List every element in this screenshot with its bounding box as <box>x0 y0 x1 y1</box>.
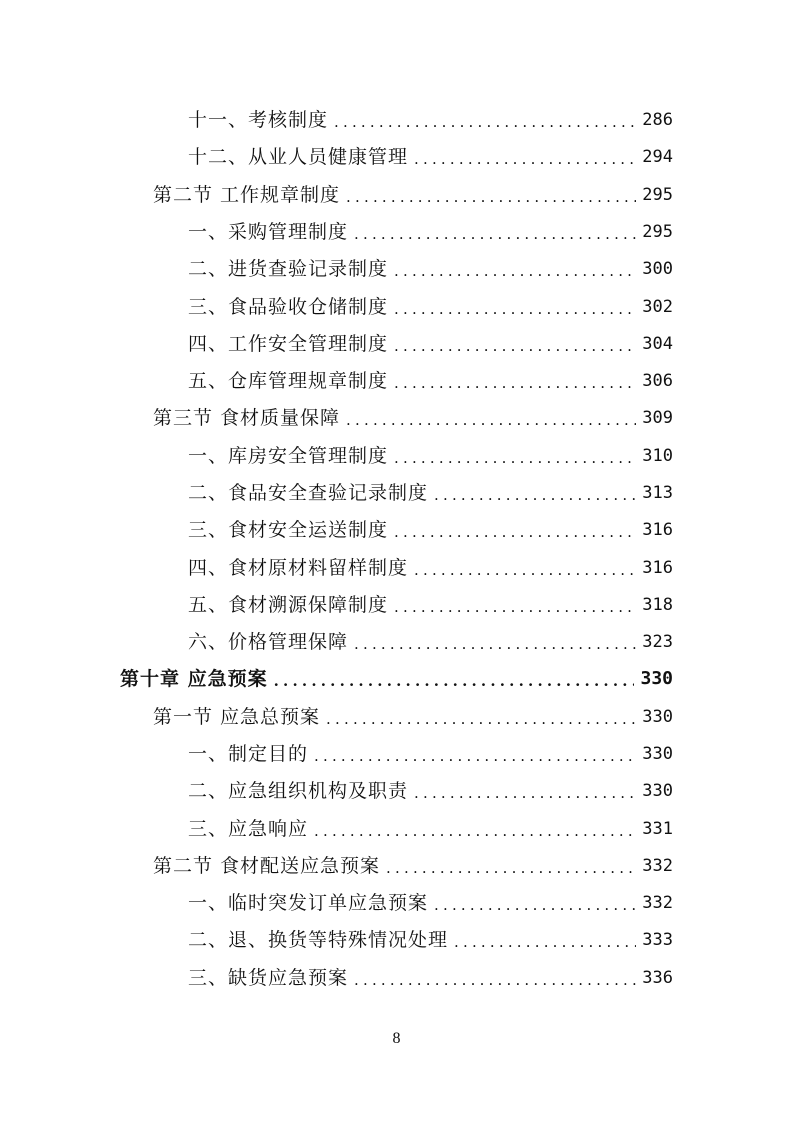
toc-entry-title: 六、价格管理保障 <box>188 631 349 653</box>
toc-entry-title: 四、工作安全管理制度 <box>188 333 389 355</box>
toc-entry[interactable] <box>188 365 673 397</box>
toc-leader-dots <box>394 293 636 325</box>
toc-entry[interactable] <box>188 216 673 248</box>
toc-entry[interactable] <box>188 962 673 994</box>
toc-leader-dots <box>394 367 636 399</box>
toc-entry[interactable] <box>153 850 673 882</box>
toc-leader-dots <box>434 889 636 921</box>
toc-entry-title: 一、临时突发订单应急预案 <box>188 892 429 914</box>
toc-leader-dots <box>394 330 636 362</box>
toc-entry[interactable] <box>188 775 673 807</box>
toc-entry-title: 第三节 食材质量保障 <box>153 407 341 429</box>
toc-chapter-entry[interactable] <box>120 663 673 695</box>
toc-leader-dots <box>394 591 636 623</box>
page-number: 8 <box>392 1030 401 1047</box>
toc-entry[interactable] <box>188 328 673 360</box>
toc-entry-page: 304 <box>642 334 673 354</box>
toc-entry[interactable] <box>188 440 673 472</box>
toc-entry[interactable] <box>188 291 673 323</box>
toc-leader-dots <box>414 143 636 175</box>
toc-entry-title: 三、应急响应 <box>188 818 309 840</box>
toc-entry-title: 二、退、换货等特殊情况处理 <box>188 929 449 951</box>
toc-entry-title: 二、应急组织机构及职责 <box>188 780 409 802</box>
toc-entry[interactable] <box>188 738 673 770</box>
toc-entry[interactable] <box>153 402 673 434</box>
toc-entry-page: 316 <box>642 558 673 578</box>
toc-entry-page: 302 <box>642 297 673 317</box>
toc-entry-page: 323 <box>642 632 673 652</box>
toc-entry[interactable] <box>188 887 673 919</box>
toc-leader-dots <box>386 852 636 884</box>
toc-entry-page: 300 <box>642 259 673 279</box>
toc-entry-page: 336 <box>642 968 673 988</box>
toc-leader-dots <box>414 777 636 809</box>
toc-entry-page: 295 <box>642 185 673 205</box>
toc-entry[interactable] <box>188 552 673 584</box>
toc-entry-page: 313 <box>642 483 673 503</box>
toc-entry-page: 331 <box>642 819 673 839</box>
toc-entry-page: 294 <box>642 147 673 167</box>
toc-leader-dots <box>314 815 636 847</box>
toc-entry-title: 三、缺货应急预案 <box>188 967 349 989</box>
toc-entry-page: 286 <box>642 110 673 130</box>
toc-leader-dots <box>334 106 636 138</box>
toc-entry[interactable] <box>188 253 673 285</box>
toc-leader-dots <box>346 181 636 213</box>
toc-leader-dots <box>394 516 636 548</box>
toc-leader-dots <box>394 442 636 474</box>
toc-entry-page: 330 <box>642 781 673 801</box>
toc-leader-dots <box>314 740 636 772</box>
toc-entry-page: 333 <box>642 930 673 950</box>
toc-entry-page: 330 <box>642 744 673 764</box>
toc-entry-title: 五、仓库管理规章制度 <box>188 370 389 392</box>
toc-entry-page: 316 <box>642 520 673 540</box>
toc-entry[interactable] <box>188 141 673 173</box>
toc-entry-title: 一、采购管理制度 <box>188 221 349 243</box>
toc-entry[interactable] <box>188 626 673 658</box>
toc-leader-dots <box>346 404 636 436</box>
toc-entry-title: 十二、从业人员健康管理 <box>188 146 409 168</box>
toc-entry[interactable] <box>188 924 673 956</box>
toc-entry-page: 332 <box>642 893 673 913</box>
toc-leader-dots <box>454 926 636 958</box>
toc-entry[interactable] <box>153 179 673 211</box>
toc-entry-title: 第十章 应急预案 <box>120 668 268 690</box>
toc-leader-dots <box>326 703 636 735</box>
toc-entry-page: 330 <box>642 707 673 727</box>
toc-entry-title: 二、进货查验记录制度 <box>188 258 389 280</box>
toc-entry-title: 第二节 工作规章制度 <box>153 184 341 206</box>
toc-entry-page: 310 <box>642 446 673 466</box>
toc-leader-dots <box>414 554 636 586</box>
toc-entry-page: 318 <box>642 595 673 615</box>
toc-leader-dots <box>394 255 636 287</box>
toc-entry-page: 330 <box>640 668 673 689</box>
toc-entry-page: 306 <box>642 371 673 391</box>
toc-entry-title: 十一、考核制度 <box>188 109 329 131</box>
toc-entry-title: 四、食材原材料留样制度 <box>188 557 409 579</box>
toc-leader-dots <box>274 665 635 697</box>
toc-leader-dots <box>354 628 636 660</box>
toc-entry[interactable] <box>153 701 673 733</box>
toc-entry[interactable] <box>188 104 673 136</box>
toc-entry[interactable] <box>188 514 673 546</box>
toc-entry-title: 二、食品安全查验记录制度 <box>188 482 429 504</box>
toc-entry-title: 三、食材安全运送制度 <box>188 519 389 541</box>
toc-entry[interactable] <box>188 477 673 509</box>
toc-entry-title: 第一节 应急总预案 <box>153 706 321 728</box>
toc-leader-dots <box>434 479 636 511</box>
toc-entry-title: 第二节 食材配送应急预案 <box>153 855 381 877</box>
toc-leader-dots <box>354 964 636 996</box>
toc-entry-page: 295 <box>642 222 673 242</box>
toc-entry-page: 309 <box>642 408 673 428</box>
toc-entry-title: 一、库房安全管理制度 <box>188 445 389 467</box>
toc-entry-title: 一、制定目的 <box>188 743 309 765</box>
toc-entry-page: 332 <box>642 856 673 876</box>
toc-entry-title: 三、食品验收仓储制度 <box>188 296 389 318</box>
toc-entry[interactable] <box>188 813 673 845</box>
toc-leader-dots <box>354 218 636 250</box>
toc-entry-title: 五、食材溯源保障制度 <box>188 594 389 616</box>
toc-entry[interactable] <box>188 589 673 621</box>
